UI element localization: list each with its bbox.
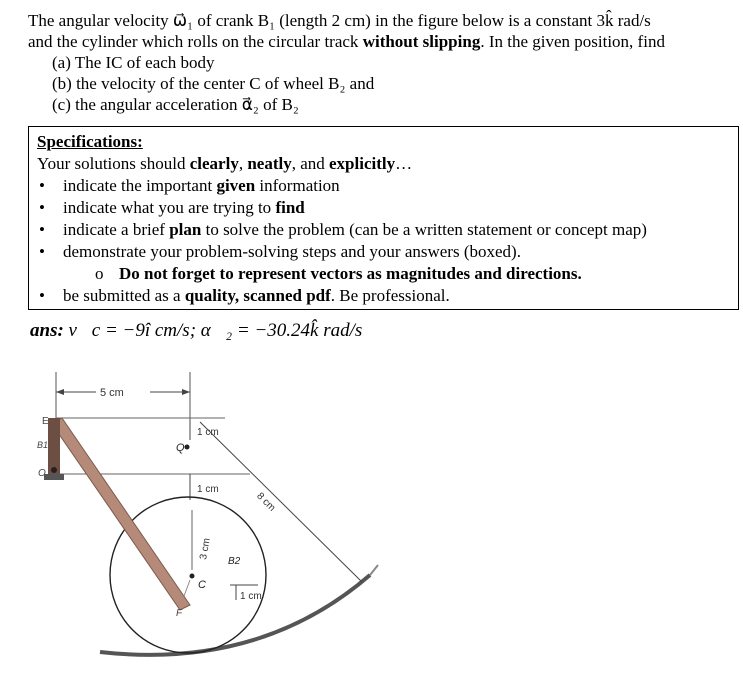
emphasis: given	[216, 176, 256, 195]
problem-item-c: (c) the angular acceleration α⃗₂ of B₂	[52, 95, 299, 114]
bullet-icon: •	[39, 242, 45, 261]
emphasis: without slipping	[362, 32, 481, 51]
text: to solve the problem (can be a written statement or concept map)	[201, 220, 647, 239]
label-O: O	[38, 468, 46, 479]
label-C: C	[198, 579, 206, 591]
dim-1cm-mid-label: 1 cm	[197, 484, 219, 495]
label-E: E	[42, 416, 49, 427]
problem-item-b: (b) the velocity of the center C of wheel B₂ and	[52, 74, 375, 93]
circular-track	[100, 575, 370, 655]
text: indicate what you are trying to	[63, 198, 276, 217]
label-F: F	[176, 608, 183, 619]
dim-3cm-label: 3 cm	[198, 537, 213, 561]
spec-subitem-vectors	[37, 263, 730, 285]
text: and the cylinder which rolls on the circular track	[28, 32, 363, 51]
text: Do not forget to represent vectors as magnitudes and directions.	[119, 264, 582, 283]
dim-5cm-label: 5 cm	[100, 387, 124, 399]
arrow-left-icon	[56, 389, 64, 395]
emphasis: find	[275, 198, 305, 217]
text: , and	[291, 154, 330, 173]
text: indicate a brief	[63, 220, 170, 239]
spec-item-steps	[37, 241, 730, 263]
text: Your solutions should	[37, 154, 190, 173]
spec-item-find	[37, 197, 730, 219]
link-bar-EF	[52, 418, 190, 610]
dim-8cm-line	[200, 422, 362, 582]
mechanism-figure	[0, 360, 743, 678]
answer-line	[30, 320, 362, 342]
answer-text: v⃗c = −9î cm/s; α⃗₂ = −30.24k̂ rad/s	[63, 320, 363, 341]
problem-statement	[28, 10, 728, 115]
point-Q	[185, 445, 190, 450]
text: …	[395, 154, 413, 173]
text: demonstrate your problem-solving steps and your answers (boxed).	[63, 242, 521, 261]
wheel-B2	[110, 497, 266, 653]
spec-item-given	[37, 175, 730, 197]
track-end	[370, 565, 378, 575]
emphasis: quality, scanned pdf	[184, 286, 331, 305]
emphasis: explicitly	[329, 154, 396, 173]
circle-bullet-icon: o	[95, 264, 104, 283]
problem-line-1: The angular velocity ω⃗₁ of crank B₁ (length 2 cm) in the figure below is a constant 3k̂ rad/s	[28, 11, 651, 30]
label-Q: Q	[176, 442, 185, 454]
spec-item-plan	[37, 219, 730, 241]
problem-item-a: (a) The IC of each body	[52, 53, 215, 72]
link-connector	[184, 580, 190, 596]
ground-support	[44, 474, 64, 480]
bullet-icon: •	[39, 220, 45, 239]
text: . In the given position, find	[480, 32, 665, 51]
text: be submitted as a	[63, 286, 185, 305]
spec-title: Specifications:	[37, 132, 143, 151]
label-B2: B2	[228, 556, 241, 567]
dim-8cm-label: 8 cm	[254, 490, 278, 514]
spec-item-submit	[37, 285, 730, 307]
bullet-icon: •	[39, 176, 45, 195]
bullet-icon: •	[39, 286, 45, 305]
spec-intro	[37, 153, 730, 175]
arrow-right-icon	[182, 389, 190, 395]
emphasis: plan	[169, 220, 202, 239]
bullet-icon: •	[39, 198, 45, 217]
problem-line-2	[28, 31, 728, 52]
text: information	[255, 176, 340, 195]
dim-1cm-top-label: 1 cm	[197, 427, 219, 438]
label-B1: B1	[37, 440, 49, 450]
dim-1cm-bot-label: 1 cm	[240, 591, 262, 602]
answer-label: ans:	[30, 320, 64, 341]
spec-list	[37, 175, 730, 307]
pivot-O	[51, 467, 57, 473]
text: . Be professional.	[330, 286, 450, 305]
point-C	[190, 574, 195, 579]
text: ,	[238, 154, 248, 173]
emphasis: clearly	[189, 154, 239, 173]
text: indicate the important	[63, 176, 217, 195]
specifications-box	[28, 126, 739, 310]
emphasis: neatly	[247, 154, 292, 173]
